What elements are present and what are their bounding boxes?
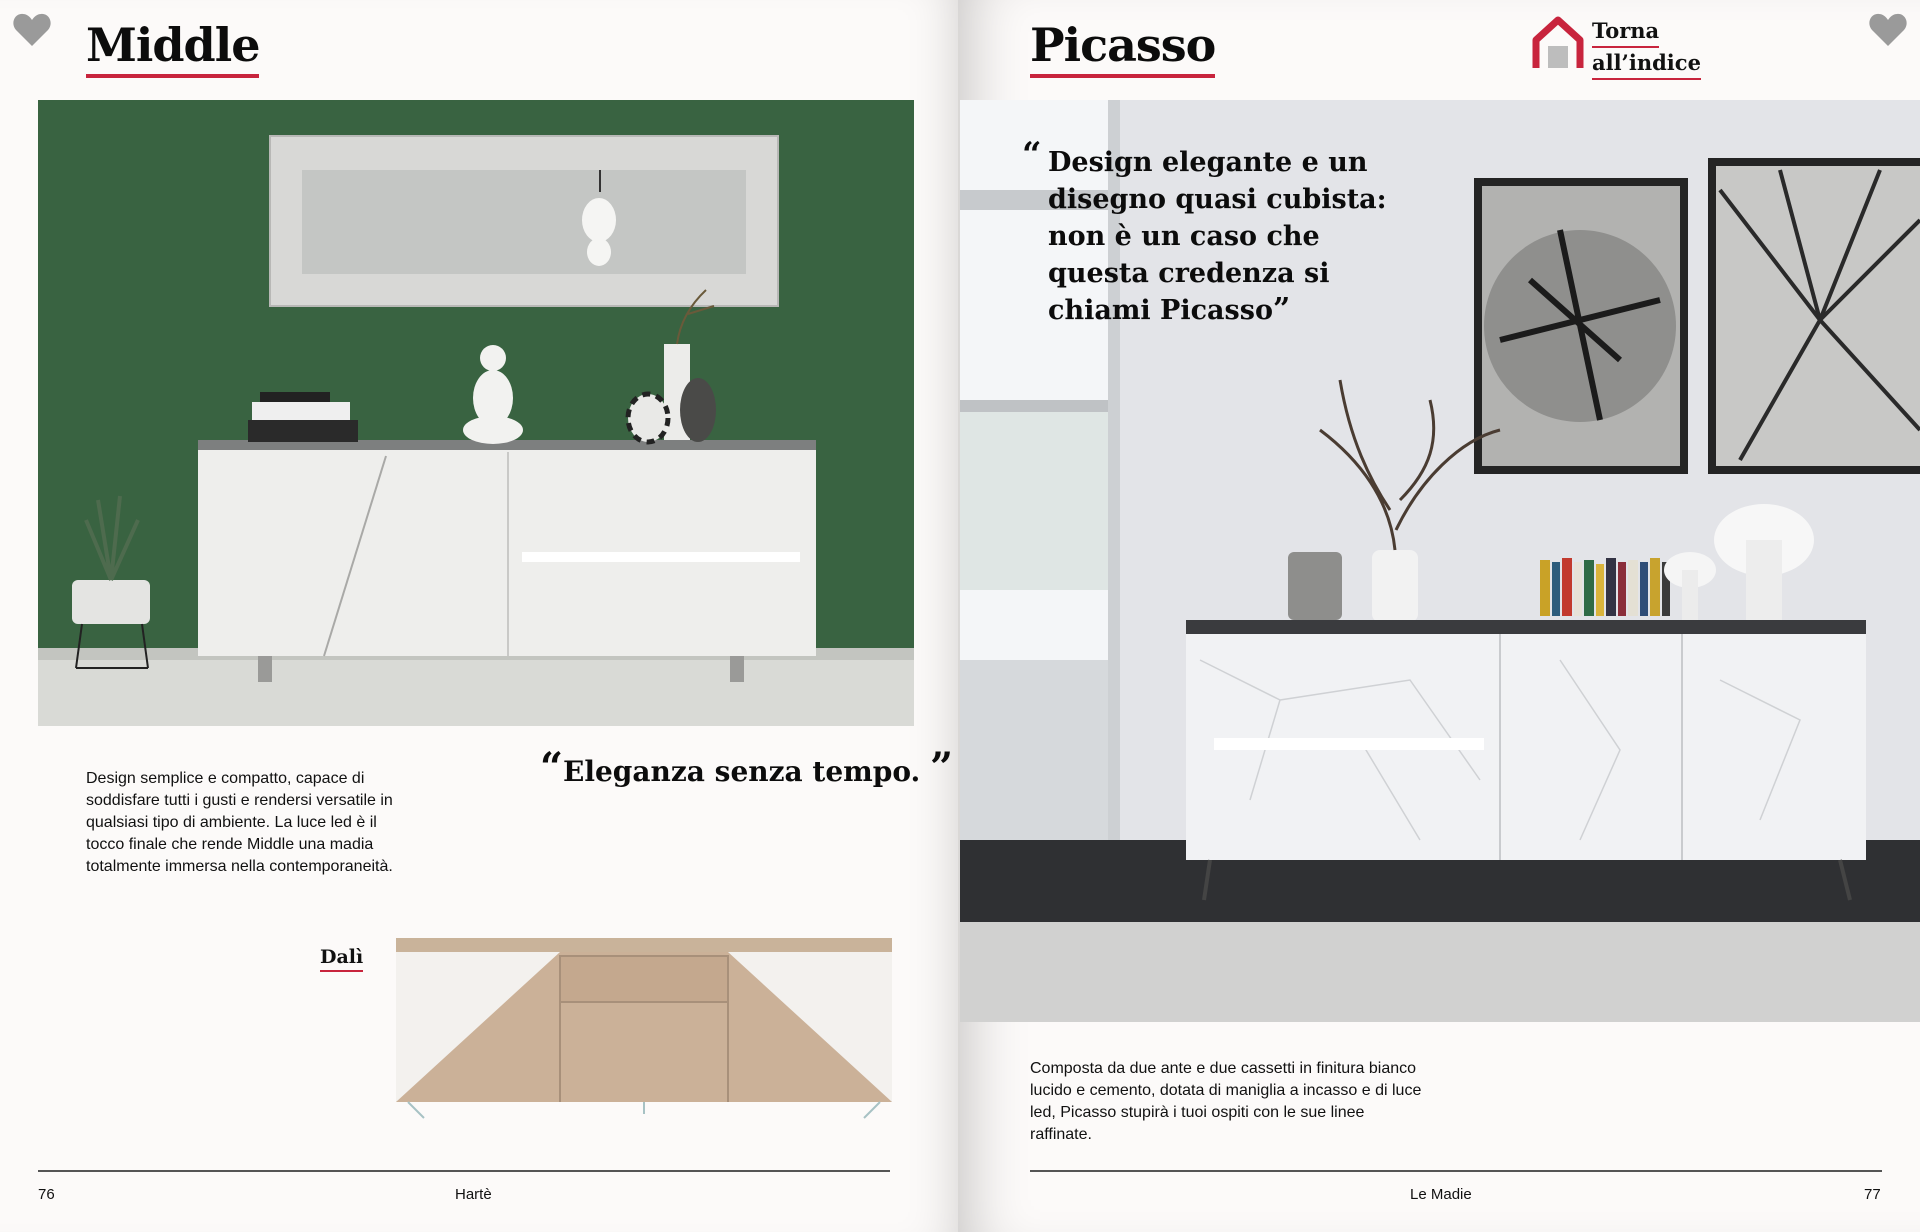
heart-icon[interactable]: [1868, 12, 1908, 48]
footer-rule: [38, 1170, 890, 1172]
pull-quote: [540, 744, 954, 791]
right-page: [958, 0, 1920, 1232]
footer-section: Le Madie: [1410, 1186, 1472, 1203]
close-quote-mark: ”: [930, 744, 954, 791]
pull-quote-text: Design elegante e un disegno quasi cubista: non è un caso che questa credenza si chiami Picasso: [1048, 147, 1387, 326]
heart-icon[interactable]: [12, 12, 52, 48]
home-icon: [1532, 16, 1584, 70]
close-quote-mark: ”: [1272, 292, 1291, 327]
back-link-line1: Torna: [1592, 16, 1659, 48]
back-to-index-link[interactable]: [1532, 14, 1701, 78]
page-number: 77: [1864, 1186, 1881, 1203]
back-link-line2: all’indice: [1592, 48, 1701, 80]
open-quote-mark: “: [540, 744, 564, 791]
middle-sideboard-photo: [38, 100, 914, 726]
page-title: Picasso: [1030, 22, 1215, 78]
footer-rule: [1030, 1170, 1882, 1172]
pull-quote: [1022, 135, 1406, 329]
pull-quote-text: Eleganza senza tempo.: [563, 755, 921, 788]
footer-brand: Hartè: [455, 1186, 492, 1203]
dali-sideboard-photo[interactable]: [394, 936, 894, 1122]
page-title: Middle: [86, 22, 259, 78]
product-description: Composta da due ante e due cassetti in finitura bianco lucido e cemento, dotata di maniglia a incasso e di luce led, Picasso stupirà i tuoi ospiti con le sue linee raffinate.: [1030, 1060, 1422, 1143]
page-number: 76: [38, 1186, 55, 1203]
left-page: [0, 0, 958, 1232]
open-quote-mark: “: [1022, 135, 1042, 175]
related-product-label[interactable]: Dalì: [320, 946, 363, 972]
product-description: Design semplice e compatto, capace di soddisfare tutti i gusti e rendersi versatile in qualsiasi tipo di ambiente. La luce led è il tocco finale che rende Middle una madia totalmente immersa nella contemporaneità.: [86, 770, 393, 875]
